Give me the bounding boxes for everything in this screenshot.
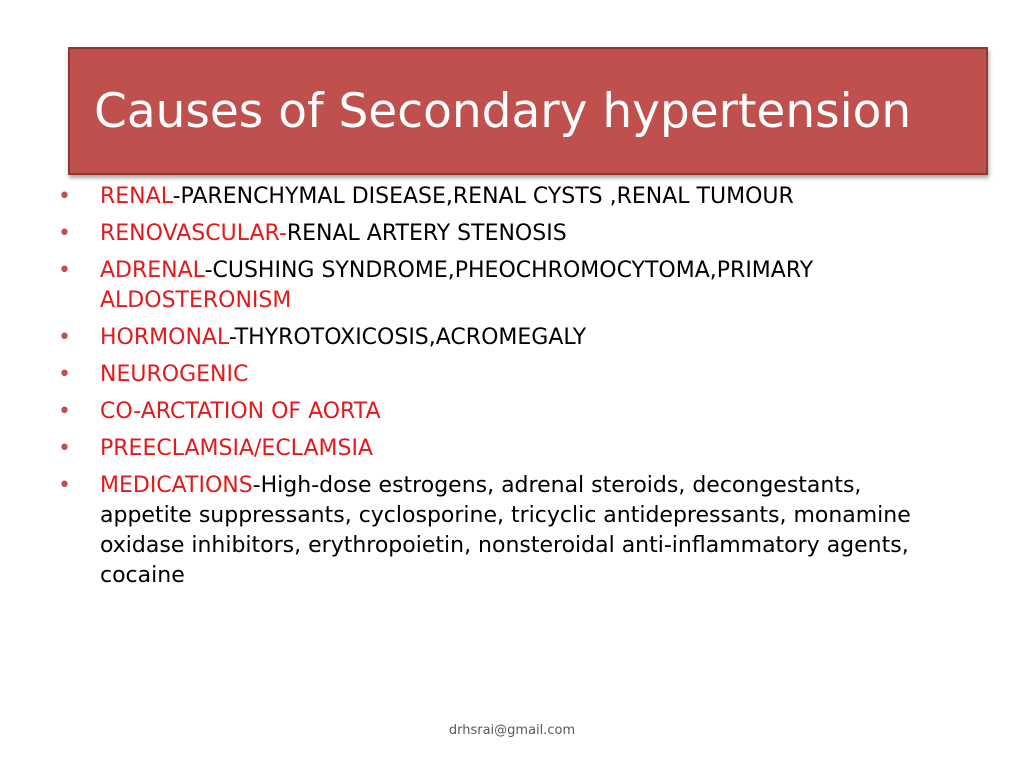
bullet-medications [58, 471, 958, 591]
bullet-dot-icon: • [58, 399, 71, 424]
bullet-dot-icon: • [58, 436, 71, 461]
bullet-dot-icon: • [58, 221, 71, 246]
bullet-accent: ADRENAL [100, 258, 205, 283]
bullet-dot-icon: • [58, 473, 71, 498]
bullet-renovascular [58, 219, 958, 249]
bullet-accent: RENOVASCULAR- [100, 221, 287, 246]
bullet-accent: NEUROGENIC [100, 362, 249, 387]
bullet-neurogenic [58, 360, 958, 390]
bullet-hormonal [58, 323, 958, 353]
bullet-renal [58, 182, 958, 212]
bullet-adrenal [58, 256, 958, 316]
bullet-dot-icon: • [58, 184, 71, 209]
bullet-dot-icon: • [58, 258, 71, 283]
bullet-accent: MEDICATIONS [100, 473, 253, 498]
bullet-dot-icon: • [58, 325, 71, 350]
bullet-preeclampsia [58, 434, 958, 464]
bullet-accent: CO-ARCTATION OF AORTA [100, 399, 381, 424]
slide-title: Causes of Secondary hypertension [94, 83, 912, 139]
bullet-text: RENAL ARTERY STENOSIS [286, 221, 567, 246]
bullet-dot-icon: • [58, 362, 71, 387]
bullet-accent: RENAL [100, 184, 173, 209]
bullet-text: -CUSHING SYNDROME,PHEOCHROMOCYTOMA,PRIMARY [204, 258, 814, 283]
footer-email: drhsrai@gmail.com [448, 723, 576, 738]
bullet-accent: HORMONAL [100, 325, 229, 350]
bullet-text: -High-dose estrogens, adrenal steroids, decongestants, appetite suppressants, cyclosporine, tricyclic antidepressants, monamine oxidase inhibitors, erythropoietin, nonsteroidal anti-inflammatory agents, cocaine [100, 473, 911, 588]
bullet-accent-continued: ALDOSTERONISM [100, 288, 292, 313]
bullet-text: -THYROTOXICOSIS,ACROMEGALY [228, 325, 587, 350]
bullet-text: -PARENCHYMAL DISEASE,RENAL CYSTS ,RENAL TUMOUR [172, 184, 794, 209]
bullet-list [58, 182, 958, 598]
bullet-coarctation [58, 397, 958, 427]
title-banner [68, 47, 988, 175]
bullet-accent: PREECLAMSIA/ECLAMSIA [100, 436, 373, 461]
